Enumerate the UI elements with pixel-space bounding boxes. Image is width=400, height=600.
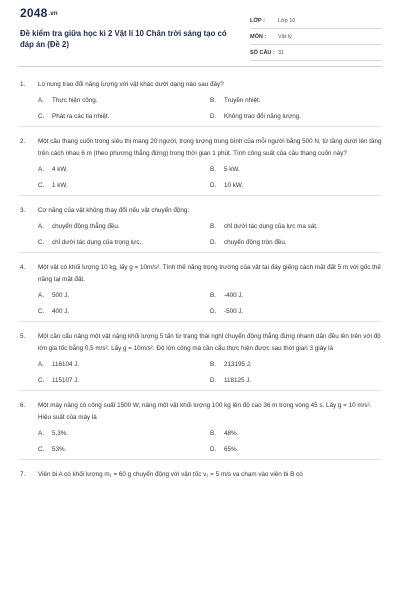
option-text: -400 J. [224,292,244,299]
answer-option[interactable] [38,113,210,120]
question-number: 2. [20,138,26,145]
option-letter: A. [38,223,44,230]
option-text: chuyển động thẳng đều. [52,223,120,230]
answer-option[interactable] [38,223,210,230]
question-stem [18,205,382,217]
question-block [18,391,382,460]
question-stem [18,79,382,91]
document-title: Đề kiểm tra giữa học kì 2 Vật lí 10 Chân trời sáng tạo có đáp án (Đề 2) [20,29,227,49]
option-text: chuyển động tròn đều. [224,239,287,246]
answer-options [18,97,382,120]
question-stem [18,136,382,160]
answer-option[interactable] [38,182,210,189]
option-letter: D. [210,308,217,315]
option-letter: B. [210,430,216,437]
question-number: 4. [20,264,26,271]
meta-value: Lớp 10 [278,17,296,24]
question-number: 6. [20,402,26,409]
option-text: 500 J. [52,292,70,299]
option-letter: A. [38,292,44,299]
option-text: 48%. [224,430,239,437]
question-text: Một cầu thang cuốn trong siêu thị mang 20 người, trọng lượng trung bình của mỗi người bằng 500 N, từ tầng dưới lên tầng trên cách nhau 6 m (theo phương thẳng đứng) trong thời gian 1 phút. Tính công suất của cầu thang cuốn này? [38,138,382,157]
question-text: Một vật có khối lượng 10 kg, lấy g = 10m/s². Tính thế năng trọng trường của vật tại đáy giếng cách mặt đất 5 m với gốc thế năng tại mặt đất. [38,264,381,283]
answer-option[interactable] [38,292,210,299]
option-text: 5,3%. [52,430,69,437]
question-block [18,253,382,322]
question-text: Một máy nâng có công suất 1500 W, nâng một vật khối lượng 100 kg lên độ cao 36 m trong vòng 45 s. Lấy g = 10 m/s². Hiệu suất của máy là [38,402,372,421]
answer-option[interactable] [210,166,382,173]
answer-option[interactable] [210,446,382,453]
question-number: 5. [20,333,26,340]
document-header [0,0,400,66]
question-text: Một cần cẩu nâng một vật nặng khối lượng 5 tấn từ trạng thái nghỉ chuyển động thẳng đứng nhanh dần đều lên trên với độ lớn gia tốc bằng 0,5 m/s². Lấy g = 10m/s². Độ lớn công mà cần cẩu thực hiện được sau thời gian 3 giây là [38,333,381,352]
option-letter: C. [38,446,45,453]
answer-options [18,430,382,453]
option-letter: B. [210,361,216,368]
meta-value: 31 [278,49,285,56]
question-list [18,70,382,487]
option-text: 400 J. [52,308,70,315]
option-letter: D. [210,182,217,189]
document-meta [250,13,382,61]
question-block [18,196,382,253]
answer-option[interactable] [38,166,210,173]
meta-key: SỐ CÂU : [250,49,275,56]
option-letter: A. [38,361,44,368]
option-letter: C. [38,239,45,246]
answer-option[interactable] [38,308,210,315]
option-letter: B. [210,97,216,104]
answer-option[interactable] [210,308,382,315]
option-text: 213195 J. [224,361,252,368]
meta-row [250,13,382,29]
logo-text: 2048 [20,6,48,20]
answer-option[interactable] [38,97,210,104]
option-letter: B. [210,166,216,173]
option-text: 118125 J. [224,377,252,384]
question-text: Lò nung trao đổi năng lượng với vật khác dưới dạng nào sau đây? [38,81,224,88]
option-text: 4 kW. [52,166,68,173]
option-letter: C. [38,182,45,189]
site-logo[interactable] [20,6,58,20]
answer-option[interactable] [38,377,210,384]
question-number: 3. [20,207,26,214]
option-text: chỉ dưới tác dụng của trọng lực. [52,239,142,246]
question-number: 1. [20,81,26,88]
option-text: 5 kW. [224,166,240,173]
answer-option[interactable] [210,361,382,368]
option-letter: D. [210,113,217,120]
option-letter: D. [210,446,217,453]
meta-key: LỚP : [250,17,265,24]
option-text: Truyền nhiệt. [224,97,261,104]
option-text: Thực hiện công. [52,97,98,104]
answer-option[interactable] [210,292,382,299]
answer-options [18,166,382,189]
answer-option[interactable] [210,430,382,437]
option-text: 116104 J. [52,361,80,368]
option-text: 10 kW. [224,182,244,189]
question-text: Viên bi A có khối lượng m₁ = 60 g chuyển động với vận tốc v₁ = 5 m/s va chạm vào viên bi B có [38,471,303,478]
option-text: Không trao đổi năng lượng. [224,113,301,120]
option-letter: B. [210,223,216,230]
question-block [18,70,382,127]
option-letter: C. [38,308,45,315]
answer-option[interactable] [210,113,382,120]
answer-option[interactable] [210,377,382,384]
question-stem [18,331,382,355]
question-block [18,322,382,391]
option-letter: C. [38,113,45,120]
answer-option[interactable] [38,446,210,453]
option-letter: D. [210,239,217,246]
option-letter: A. [38,97,44,104]
question-stem [18,400,382,424]
option-text: 65%. [224,446,239,453]
answer-option[interactable] [210,223,382,230]
option-text: 115107 J. [52,377,80,384]
answer-options [18,361,382,384]
meta-row [250,29,382,45]
option-text: 53%. [52,446,67,453]
answer-option[interactable] [210,97,382,104]
question-number: 7. [20,471,26,478]
answer-option[interactable] [38,239,210,246]
option-text: -500 J. [224,308,244,315]
meta-value: Vật lý [278,33,292,40]
meta-key: MÔN : [250,33,267,40]
meta-row [250,45,382,61]
question-block [18,460,382,487]
answer-option[interactable] [38,361,210,368]
question-stem [18,262,382,286]
option-letter: C. [38,377,45,384]
option-letter: B. [210,292,216,299]
answer-options [18,223,382,246]
answer-option[interactable] [210,182,382,189]
option-text: 1 kW. [52,182,68,189]
question-block [18,127,382,196]
option-text: chỉ dưới tác dụng của lực ma sát. [224,223,318,230]
answer-option[interactable] [210,239,382,246]
question-text: Cơ năng của vật không thay đổi nếu vật chuyển động: [38,207,190,214]
answer-option[interactable] [38,430,210,437]
question-stem [18,469,382,481]
logo-domain: .vn [48,10,58,17]
header-divider [18,66,382,67]
option-letter: D. [210,377,217,384]
answer-options [18,292,382,315]
option-letter: A. [38,166,44,173]
option-letter: A. [38,430,44,437]
option-text: Phát ra các tia nhiệt. [52,113,110,120]
